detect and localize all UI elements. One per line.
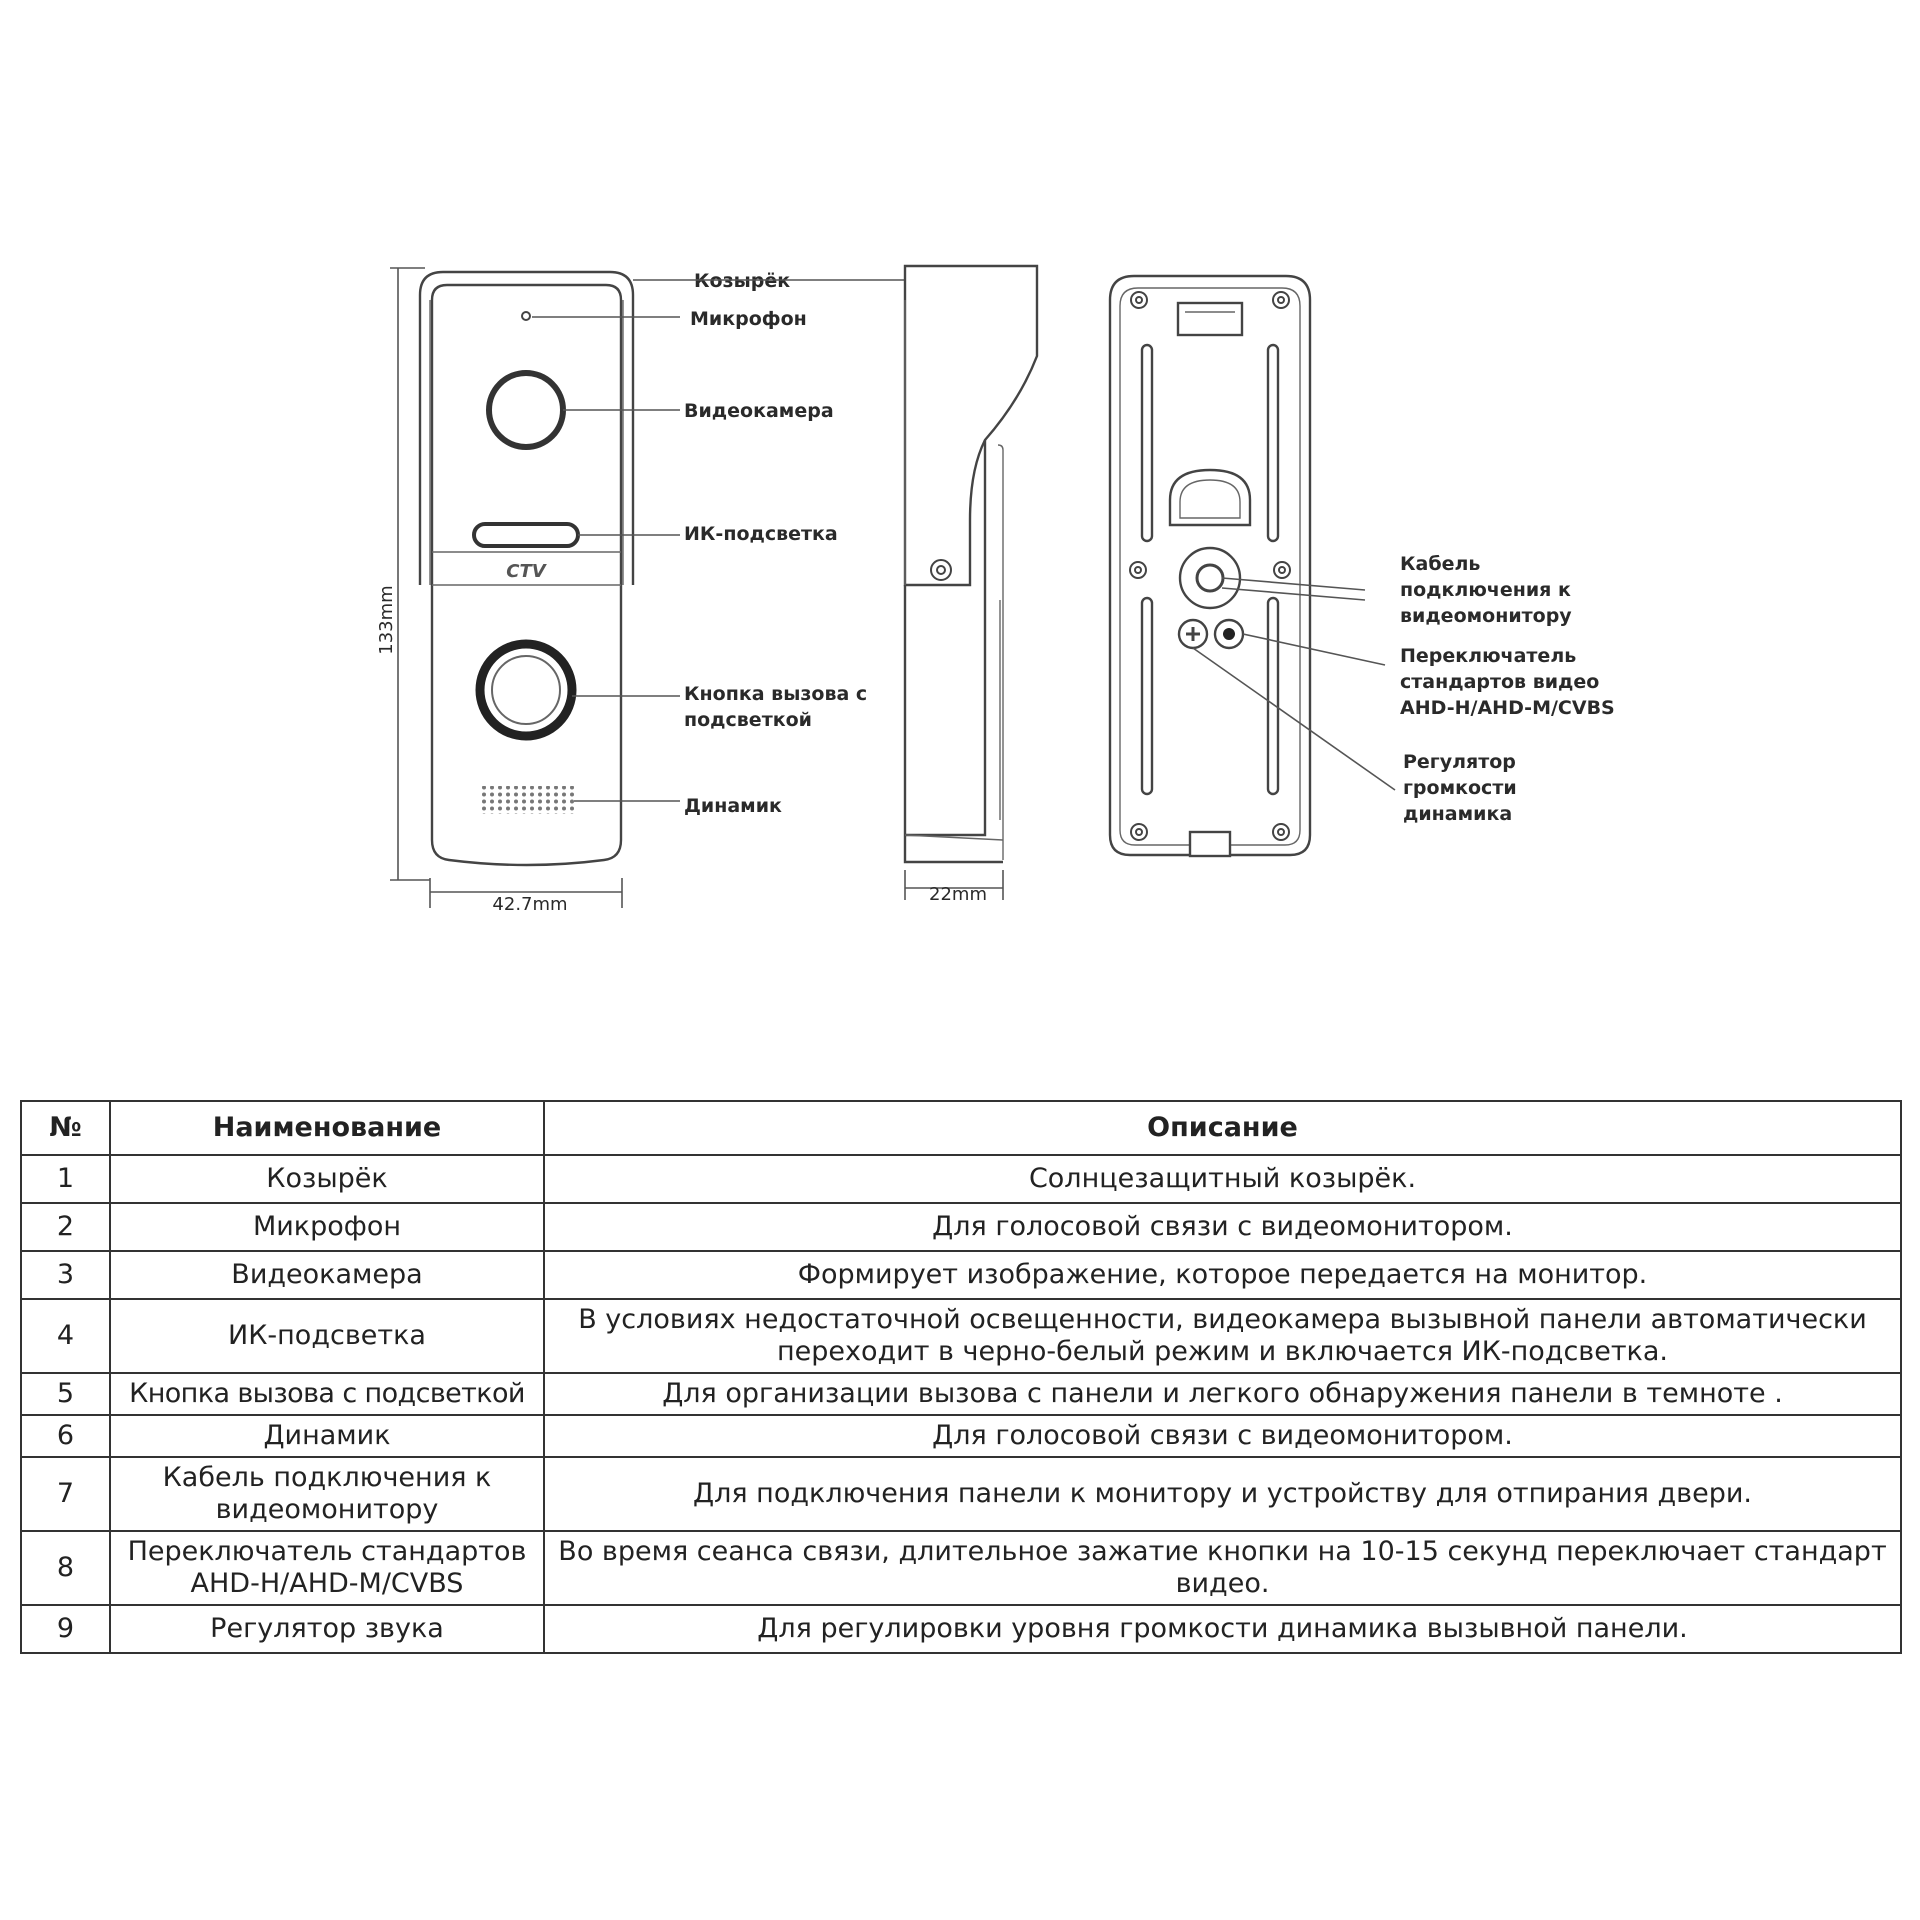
row-description: Для подключения панели к монитору и устройству для отпирания двери. [544, 1457, 1901, 1531]
label-switch-line2: стандартов видео [1400, 671, 1600, 693]
label-ir: ИК-подсветка [684, 523, 838, 545]
row-number: 1 [21, 1155, 110, 1203]
row-name: Динамик [110, 1415, 544, 1457]
width-label: 42.7mm [492, 894, 568, 915]
label-cable-line1: Кабель [1400, 553, 1481, 575]
row-name: Козырёк [110, 1155, 544, 1203]
row-name: ИК-подсветка [110, 1299, 544, 1373]
row-number: 5 [21, 1373, 110, 1415]
row-number: 3 [21, 1251, 110, 1299]
label-volume-line2: громкости [1403, 777, 1517, 799]
ir-strip [474, 524, 578, 546]
side-outline [905, 266, 1037, 585]
label-microphone: Микрофон [690, 308, 807, 330]
width-dimension [430, 878, 622, 915]
camera-lens [489, 373, 563, 447]
table-row [21, 1373, 1901, 1415]
row-description: Для регулировки уровня громкости динамика вызывной панели. [544, 1605, 1901, 1653]
table-row [21, 1531, 1901, 1605]
call-button [480, 644, 572, 736]
front-view [376, 268, 867, 915]
height-dimension [376, 268, 430, 880]
speaker-grille [478, 786, 574, 814]
label-speaker: Динамик [684, 795, 782, 817]
label-visor: Козырёк [694, 270, 791, 292]
label-switch-line1: Переключатель [1400, 645, 1577, 667]
row-number: 4 [21, 1299, 110, 1373]
table-row [21, 1155, 1901, 1203]
row-name: Кнопка вызова с подсветкой [110, 1373, 544, 1415]
header-description: Описание [544, 1101, 1901, 1155]
row-name: Видеокамера [110, 1251, 544, 1299]
table-row [21, 1457, 1901, 1531]
microphone-hole [522, 312, 530, 320]
label-cable-line2: подключения к [1400, 579, 1571, 601]
label-switch-line3: AHD-H/AHD-M/CVBS [1400, 697, 1615, 719]
row-description: Для голосовой связи с видеомонитором. [544, 1415, 1901, 1457]
row-description: В условиях недостаточной освещенности, видеокамера вызывной панели автоматически переходит в черно-белый режим и включается ИК-подсветка. [544, 1299, 1901, 1373]
label-volume-line1: Регулятор [1403, 751, 1516, 773]
row-number: 9 [21, 1605, 110, 1653]
row-name: Микрофон [110, 1203, 544, 1251]
logo-text: CTV [506, 561, 546, 582]
row-description: Для организации вызова с панели и легкого обнаружения панели в темноте . [544, 1373, 1901, 1415]
row-name: Переключатель стандартов AHD-H/AHD-M/CVBS [110, 1531, 544, 1605]
row-number: 7 [21, 1457, 110, 1531]
row-description: Во время сеанса связи, длительное зажатие кнопки на 10-15 секунд переключает стандарт видео. [544, 1531, 1901, 1605]
height-label: 133mm [376, 585, 397, 655]
depth-label: 22mm [929, 884, 987, 905]
table-header-row [21, 1101, 1901, 1155]
header-name: Наименование [110, 1101, 544, 1155]
row-name: Кабель подключения к видеомонитору [110, 1457, 544, 1531]
row-description: Формирует изображение, которое передается на монитор. [544, 1251, 1901, 1299]
row-number: 8 [21, 1531, 110, 1605]
row-number: 6 [21, 1415, 110, 1457]
row-description: Солнцезащитный козырёк. [544, 1155, 1901, 1203]
table-row [21, 1299, 1901, 1373]
table-row [21, 1251, 1901, 1299]
specification-table [20, 1100, 1902, 1654]
depth-dimension [905, 870, 1003, 905]
table-row [21, 1415, 1901, 1457]
row-description: Для голосовой связи с видеомонитором. [544, 1203, 1901, 1251]
label-camera: Видеокамера [684, 400, 834, 422]
row-number: 2 [21, 1203, 110, 1251]
header-number: № [21, 1101, 110, 1155]
label-call-button-line2: подсветкой [684, 709, 812, 731]
back-view [1110, 276, 1615, 856]
table-row [21, 1605, 1901, 1653]
label-call-button-line1: Кнопка вызова с [684, 683, 868, 705]
label-volume-line3: динамика [1403, 803, 1513, 825]
label-cable-line3: видеомонитору [1400, 605, 1572, 627]
row-name: Регулятор звука [110, 1605, 544, 1653]
table-row [21, 1203, 1901, 1251]
